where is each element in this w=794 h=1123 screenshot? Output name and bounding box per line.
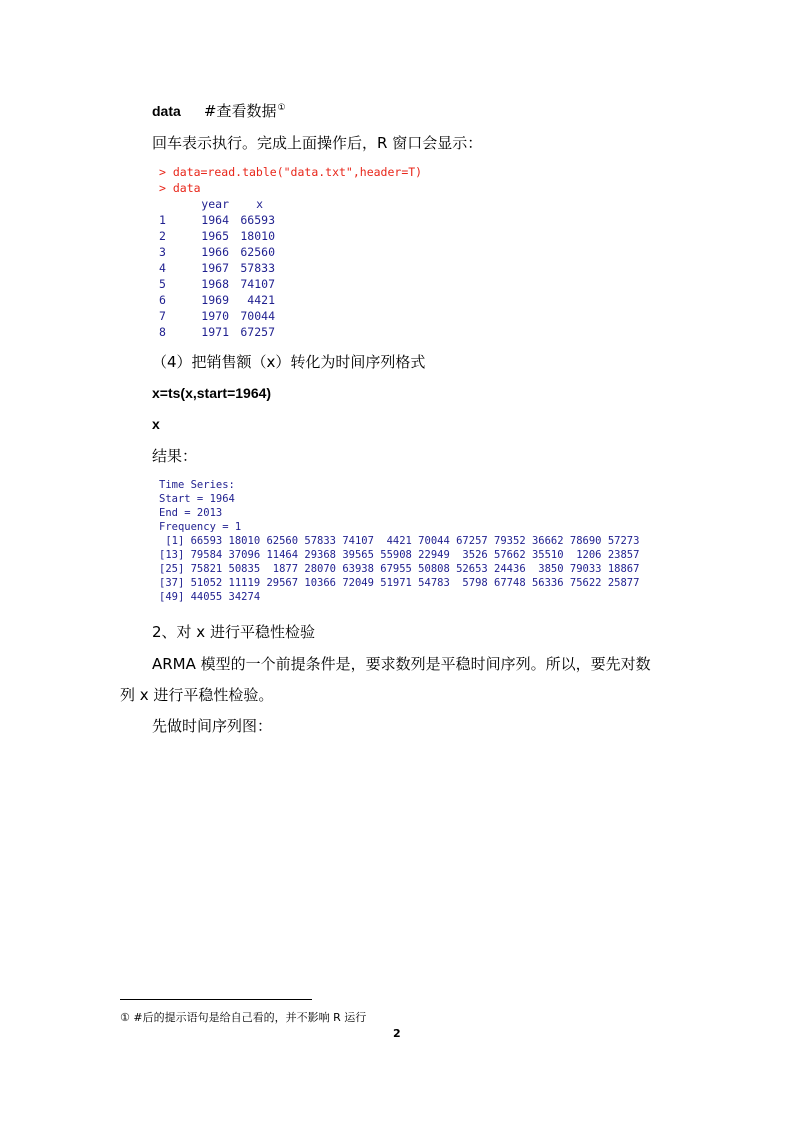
footnote-reference: ① — [277, 102, 286, 113]
code-ts-conversion: x=ts(x,start=1964) — [152, 385, 272, 401]
section2-heading: 2、对 x 进行平稳性检验 — [152, 623, 315, 641]
paragraph-enter-execute: 回车表示执行。完成上面操作后，R 窗口会显示： — [152, 134, 483, 152]
comment-view-data: #查看数据 — [203, 102, 277, 120]
table-row — [159, 244, 422, 260]
row-x: 18010 — [240, 229, 275, 243]
row-year: 1967 — [201, 261, 229, 275]
row-year: 1966 — [201, 245, 229, 259]
command-data: data — [152, 103, 181, 119]
row-index: 3 — [159, 245, 166, 259]
timeseries-line: Time Series: — [159, 479, 235, 491]
row-index: 1 — [159, 213, 166, 227]
column-header-year: year — [201, 197, 229, 211]
console-input-data: > data — [159, 181, 201, 195]
row-x: 62560 — [240, 245, 275, 259]
step4-heading: （4）把销售额（x）转化为时间序列格式 — [152, 353, 426, 371]
table-row — [159, 260, 422, 276]
footnote-divider — [120, 999, 312, 1000]
row-year: 1965 — [201, 229, 229, 243]
row-year: 1971 — [201, 325, 229, 339]
column-header-x: x — [256, 197, 263, 211]
row-index: 7 — [159, 309, 166, 323]
footnote-text: #后的提示语句是给自己看的，并不影响 R 运行 — [133, 1011, 367, 1024]
timeseries-line: [49] 44055 34274 — [159, 591, 261, 603]
console-input-read-table: > data=read.table("data.txt",header=T) — [159, 165, 423, 179]
paragraph-arma-line1: ARMA 模型的一个前提条件是，要求数列是平稳时间序列。所以，要先对数 — [152, 655, 651, 673]
row-year: 1964 — [201, 213, 229, 227]
row-year: 1968 — [201, 277, 229, 291]
row-x: 57833 — [240, 261, 275, 275]
timeseries-line: [1] 66593 18010 62560 57833 74107 4421 70044 67257 79352 36662 78690 57273 — [159, 535, 640, 547]
row-index: 6 — [159, 293, 166, 307]
page-number: 2 — [393, 1027, 401, 1040]
table-row — [159, 276, 422, 292]
timeseries-line: [37] 51052 11119 29567 10366 72049 51971 54783 5798 67748 56336 75622 25877 — [159, 577, 640, 589]
footnote-mark: ① — [120, 1011, 130, 1024]
table-row — [159, 292, 422, 308]
row-index: 8 — [159, 325, 166, 339]
row-index: 2 — [159, 229, 166, 243]
paragraph-arma-line2: 列 x 进行平稳性检验。 — [120, 686, 274, 704]
row-year: 1969 — [201, 293, 229, 307]
r-console-output-data — [159, 164, 422, 340]
timeseries-line: Start = 1964 — [159, 493, 235, 505]
table-row — [159, 212, 422, 228]
row-index: 4 — [159, 261, 166, 275]
row-x: 70044 — [240, 309, 275, 323]
result-label: 结果： — [152, 447, 198, 465]
table-row — [159, 308, 422, 324]
r-console-output-timeseries — [159, 478, 639, 604]
row-index: 5 — [159, 277, 166, 291]
paragraph-plot-intro: 先做时间序列图： — [152, 717, 273, 735]
data-table-header — [159, 196, 422, 212]
table-row — [159, 324, 422, 340]
row-x: 4421 — [247, 293, 275, 307]
row-year: 1970 — [201, 309, 229, 323]
timeseries-line: Frequency = 1 — [159, 521, 242, 533]
timeseries-line: [25] 75821 50835 1877 28070 63938 67955 50808 52653 24436 3850 79033 18867 — [159, 563, 640, 575]
timeseries-line: End = 2013 — [159, 507, 223, 519]
row-x: 67257 — [240, 325, 275, 339]
timeseries-line: [13] 79584 37096 11464 29368 39565 55908 22949 3526 57662 35510 1206 23857 — [159, 549, 640, 561]
code-line-data — [152, 101, 286, 121]
code-print-x: x — [152, 416, 160, 432]
row-x: 66593 — [240, 213, 275, 227]
row-x: 74107 — [240, 277, 275, 291]
footnote — [120, 1011, 366, 1025]
table-row — [159, 228, 422, 244]
